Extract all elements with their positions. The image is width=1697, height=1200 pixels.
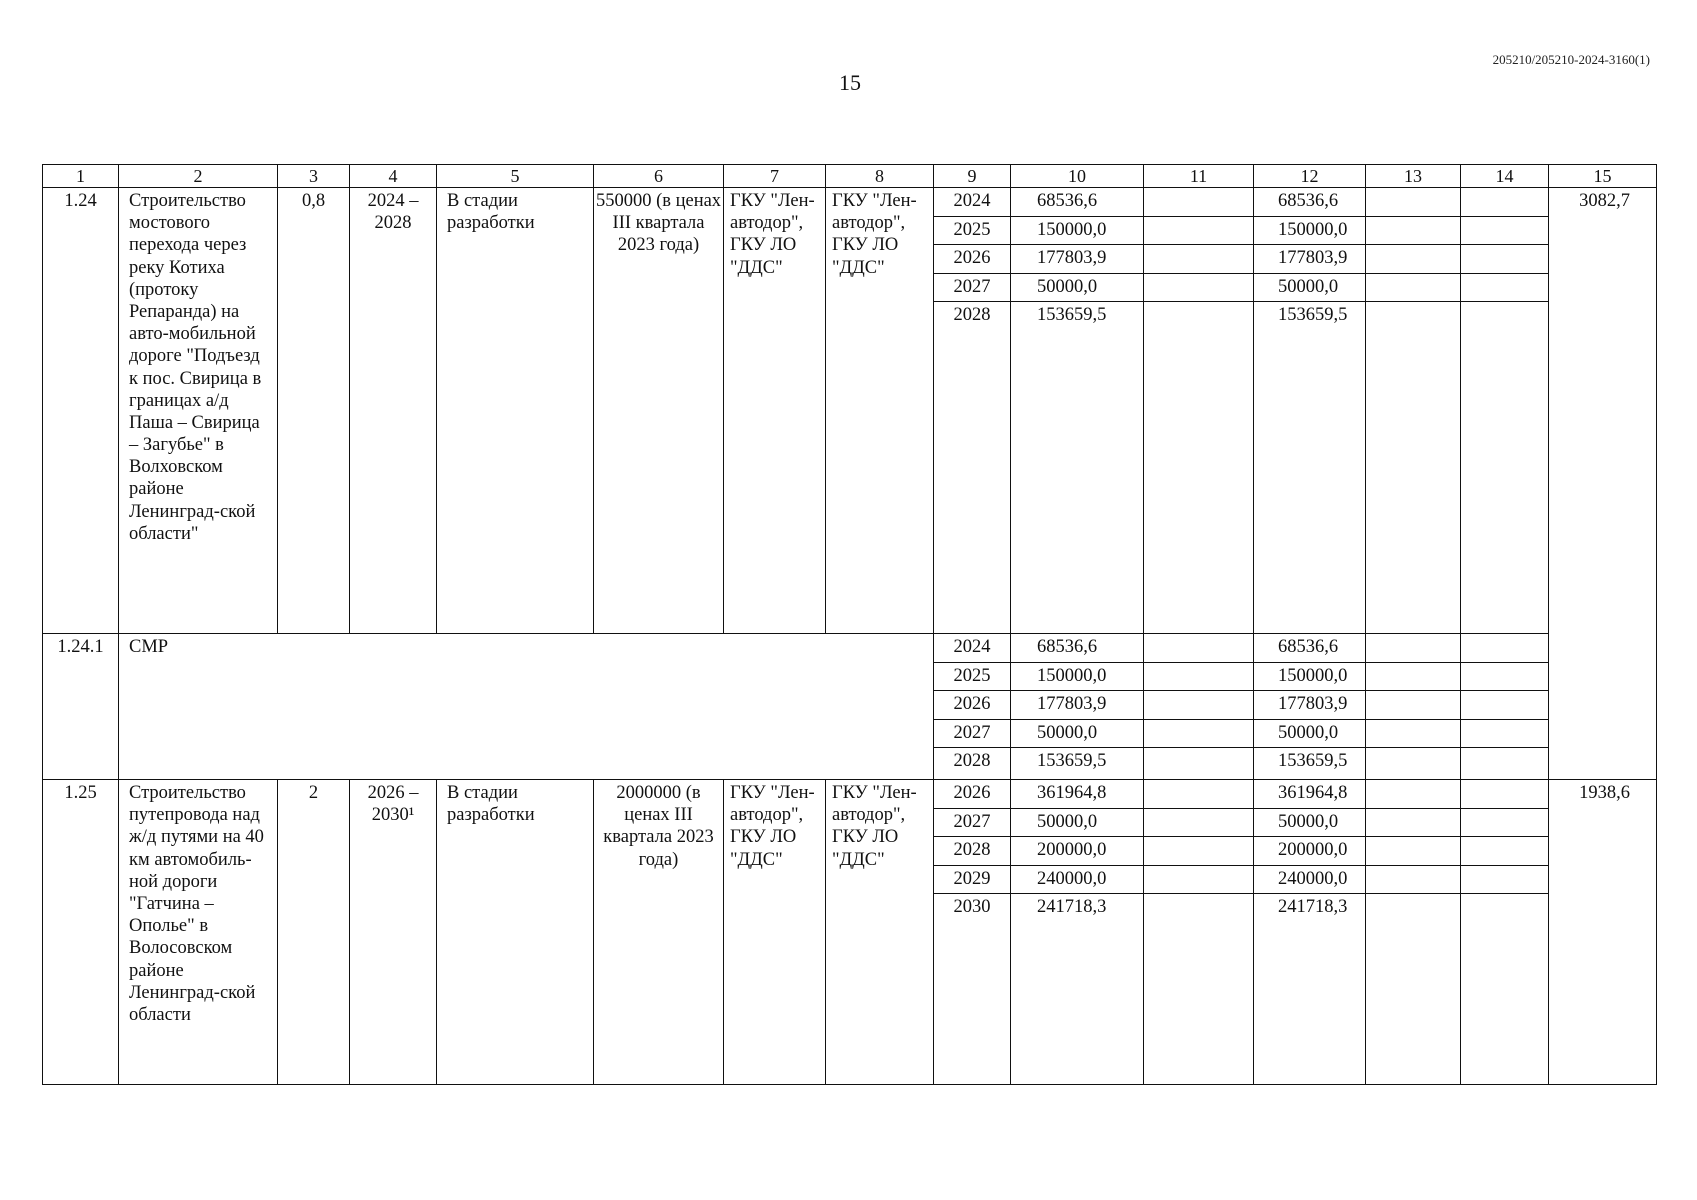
- year: 2024: [934, 188, 1010, 217]
- cost: 550000 (в ценах III квартала 2023 года): [594, 188, 724, 634]
- column-header: 6: [594, 165, 724, 188]
- year: 2024: [934, 634, 1010, 663]
- column-number-row: [43, 165, 1657, 188]
- amount: 200000,0: [1011, 837, 1143, 866]
- column-header: 1: [43, 165, 119, 188]
- column-header: 12: [1254, 165, 1366, 188]
- amount: 153659,5: [1037, 751, 1107, 771]
- amount-col12-cell: [1254, 634, 1366, 780]
- executor: ГКУ "Лен-автодор", ГКУ ЛО "ДДС": [826, 780, 934, 1085]
- amount-col11-cell: [1144, 780, 1254, 1085]
- amount-col13-cell: [1366, 188, 1461, 634]
- column-header: 2: [119, 165, 278, 188]
- year: 2028: [953, 751, 991, 771]
- column-header: 11: [1144, 165, 1254, 188]
- amount-col13-cell: [1366, 780, 1461, 1085]
- object-name: Строительство путепровода над ж/д путями на 40 км автомобиль-ной дороги "Гатчина – Ополье" в Волосовском районе Ленинград-ской области: [119, 780, 278, 1085]
- amount-total-cell: [1011, 188, 1144, 634]
- column-header: 3: [278, 165, 350, 188]
- customer: ГКУ "Лен-автодор", ГКУ ЛО "ДДС": [724, 188, 826, 634]
- year: 2030: [953, 897, 991, 917]
- amount-col14-cell: [1461, 634, 1549, 780]
- amount-total-cell: [1011, 634, 1144, 780]
- amount-total-cell: [1011, 780, 1144, 1085]
- col15-value: 3082,7: [1549, 188, 1657, 780]
- year: 2026: [934, 691, 1010, 720]
- period: 2024 – 2028: [350, 188, 437, 634]
- amount: 68536,6: [1011, 188, 1143, 217]
- amount-col12-cell: [1254, 188, 1366, 634]
- amount: 240000,0: [1254, 866, 1365, 895]
- amount: 68536,6: [1254, 188, 1365, 217]
- customer: ГКУ "Лен-автодор", ГКУ ЛО "ДДС": [724, 780, 826, 1085]
- year: 2025: [934, 217, 1010, 246]
- year: 2029: [934, 866, 1010, 895]
- amount-col11-cell: [1144, 634, 1254, 780]
- amount: 150000,0: [1011, 217, 1143, 246]
- period: 2026 – 2030¹: [350, 780, 437, 1085]
- status: В стадии разработки: [437, 780, 594, 1085]
- amount: 50000,0: [1254, 809, 1365, 838]
- page-number: 15: [839, 70, 861, 95]
- column-header: 8: [826, 165, 934, 188]
- amount: 50000,0: [1254, 720, 1365, 749]
- years-cell: [934, 780, 1011, 1085]
- amount: 177803,9: [1011, 245, 1143, 274]
- amount-col12-cell: [1254, 780, 1366, 1085]
- amount: 361964,8: [1254, 780, 1365, 809]
- amount: 68536,6: [1011, 634, 1143, 663]
- year: 2027: [934, 274, 1010, 303]
- column-header: 9: [934, 165, 1011, 188]
- year: 2027: [934, 720, 1010, 749]
- year: 2026: [934, 780, 1010, 809]
- executor: ГКУ "Лен-автодор", ГКУ ЛО "ДДС": [826, 188, 934, 634]
- status: В стадии разработки: [437, 188, 594, 634]
- amount-col14-cell: [1461, 780, 1549, 1085]
- investment-table: [42, 164, 1657, 1085]
- amount: 150000,0: [1254, 217, 1365, 246]
- capacity-value: 2: [278, 780, 350, 1085]
- year: 2026: [934, 245, 1010, 274]
- row-id: 1.25: [43, 780, 119, 1085]
- table-row: [43, 634, 1657, 780]
- amount: 153659,5: [1278, 751, 1348, 771]
- amount: 241718,3: [1037, 897, 1107, 917]
- years-cell: [934, 188, 1011, 634]
- year: 2025: [934, 663, 1010, 692]
- object-name: Строительство мостового перехода через реку Котиха (протоку Репаранда) на авто-мобильной дороге "Подъезд к пос. Свирица в границах а/д Паша – Свирица – Загубье" в Волховском районе Ленинград-ской области": [119, 188, 278, 634]
- column-header: 7: [724, 165, 826, 188]
- amount: 177803,9: [1011, 691, 1143, 720]
- capacity-value: 0,8: [278, 188, 350, 634]
- amount: 50000,0: [1011, 274, 1143, 303]
- amount: 361964,8: [1011, 780, 1143, 809]
- column-header: 10: [1011, 165, 1144, 188]
- amount: 50000,0: [1011, 720, 1143, 749]
- year: 2027: [934, 809, 1010, 838]
- row-id: 1.24: [43, 188, 119, 634]
- column-header: 14: [1461, 165, 1549, 188]
- amount: 50000,0: [1254, 274, 1365, 303]
- column-header: 5: [437, 165, 594, 188]
- year: 2028: [953, 305, 991, 325]
- cost: 2000000 (в ценах III квартала 2023 года): [594, 780, 724, 1085]
- amount: 200000,0: [1254, 837, 1365, 866]
- amount-col14-cell: [1461, 188, 1549, 634]
- object-name: СМР: [119, 634, 934, 780]
- table-row: [43, 780, 1657, 1085]
- amount: 150000,0: [1254, 663, 1365, 692]
- column-header: 13: [1366, 165, 1461, 188]
- years-cell: [934, 634, 1011, 780]
- amount-col11-cell: [1144, 188, 1254, 634]
- amount-col13-cell: [1366, 634, 1461, 780]
- table-row: [43, 188, 1657, 634]
- amount: 50000,0: [1011, 809, 1143, 838]
- amount: 177803,9: [1254, 691, 1365, 720]
- column-header: 15: [1549, 165, 1657, 188]
- amount: 153659,5: [1037, 305, 1107, 325]
- document-reference: 205210/205210-2024-3160(1): [1492, 52, 1650, 67]
- column-header: 4: [350, 165, 437, 188]
- amount: 240000,0: [1011, 866, 1143, 895]
- col15-value: 1938,6: [1549, 780, 1657, 1085]
- amount: 153659,5: [1278, 305, 1348, 325]
- amount: 68536,6: [1254, 634, 1365, 663]
- amount: 241718,3: [1278, 897, 1348, 917]
- amount: 177803,9: [1254, 245, 1365, 274]
- year: 2028: [934, 837, 1010, 866]
- amount: 150000,0: [1011, 663, 1143, 692]
- row-id: 1.24.1: [43, 634, 119, 780]
